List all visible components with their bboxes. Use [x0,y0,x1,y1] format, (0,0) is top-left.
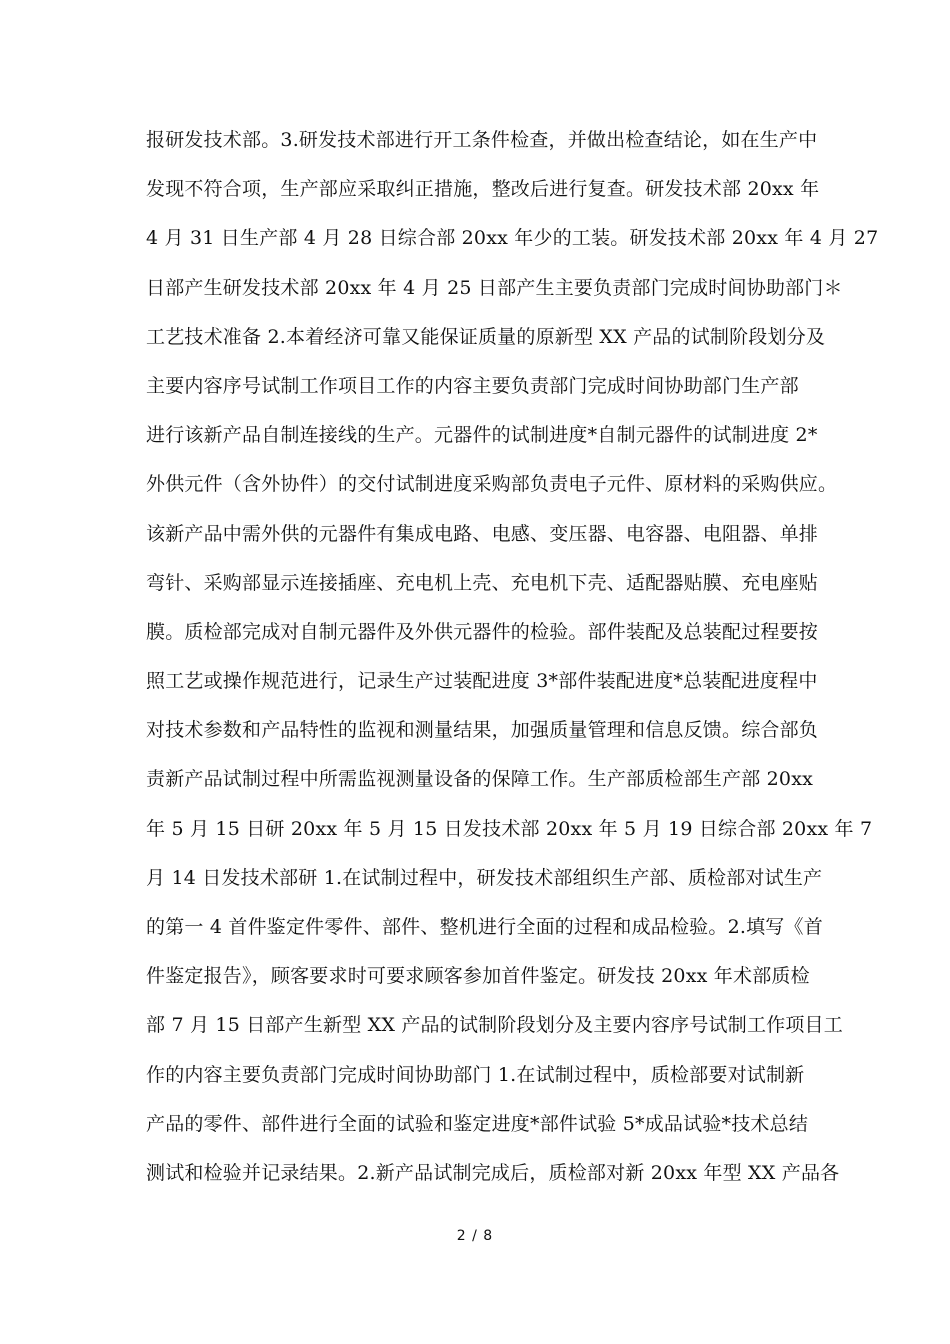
text-line: 部 7 月 15 日部产生新型 XX 产品的试制阶段划分及主要内容序号试制工作项目工 [146,1014,843,1037]
text-line: 主要内容序号试制工作项目工作的内容主要负责部门完成时间协助部门生产部 [146,374,799,397]
text-line: 月 14 日发技术部研 1.在试制过程中，研发技术部组织生产部、质检部对试生产 [146,866,823,889]
text-line: 照工艺或操作规范进行，记录生产过装配进度 3*部件装配进度*总装配进度程中 [146,670,818,693]
text-line: 日部产生研发技术部 20xx 年 4 月 25 日部产生主要负责部门完成时间协助部门＊ [146,276,843,299]
text-line: 件鉴定报告》，顾客要求时可要求顾客参加首件鉴定。研发技 20xx 年术部质检 [146,965,810,988]
text-line: 年 5 月 15 日研 20xx 年 5 月 15 日发技术部 20xx 年 5 月 19 日综合部 20xx 年 7 [146,817,873,840]
text-line: 作的内容主要负责部门完成时间协助部门 1.在试制过程中，质检部要对试制新 [146,1063,805,1086]
text-line: 责新产品试制过程中所需监视测量设备的保障工作。生产部质检部生产部 20xx [146,768,814,791]
text-line: 进行该新产品自制连接线的生产。元器件的试制进度*自制元器件的试制进度 2* [146,424,818,447]
text-line: 工艺技术准备 2.本着经济可靠又能保证质量的原新型 XX 产品的试制阶段划分及 [146,325,826,348]
body-text [146,122,879,1204]
text-line: 该新产品中需外供的元器件有集成电路、电感、变压器、电容器、电阻器、单排 [146,522,819,545]
page-number: 2 / 8 [456,1228,494,1244]
text-line: 发现不符合项，生产部应采取纠正措施，整改后进行复查。研发技术部 20xx 年 [146,178,820,201]
text-line: 4 月 31 日生产部 4 月 28 日综合部 20xx 年少的工装。研发技术部 20xx 年 4 月 27 [146,227,879,250]
text-line: 对技术参数和产品特性的监视和测量结果，加强质量管理和信息反馈。综合部负 [146,719,819,742]
text-line: 测试和检验并记录结果。2.新产品试制完成后，质检部对新 20xx 年型 XX 产品各 [146,1161,840,1184]
text-line: 报研发技术部。3.研发技术部进行开工条件检查，并做出检查结论，如在生产中 [146,129,818,151]
text-line: 膜。质检部完成对自制元器件及外供元器件的检验。部件装配及总装配过程要按 [146,620,819,643]
text-line: 的第一 4 首件鉴定件零件、部件、整机进行全面的过程和成品检验。2.填写《首 [146,916,823,938]
text-line: 弯针、采购部显示连接插座、充电机上壳、充电机下壳、适配器贴膜、充电座贴 [146,571,819,594]
text-line: 产品的零件、部件进行全面的试验和鉴定进度*部件试验 5*成品试验*技术总结 [146,1112,809,1135]
text-line: 外供元件（含外协件）的交付试制进度采购部负责电子元件、原材料的采购供应。 [146,473,838,496]
